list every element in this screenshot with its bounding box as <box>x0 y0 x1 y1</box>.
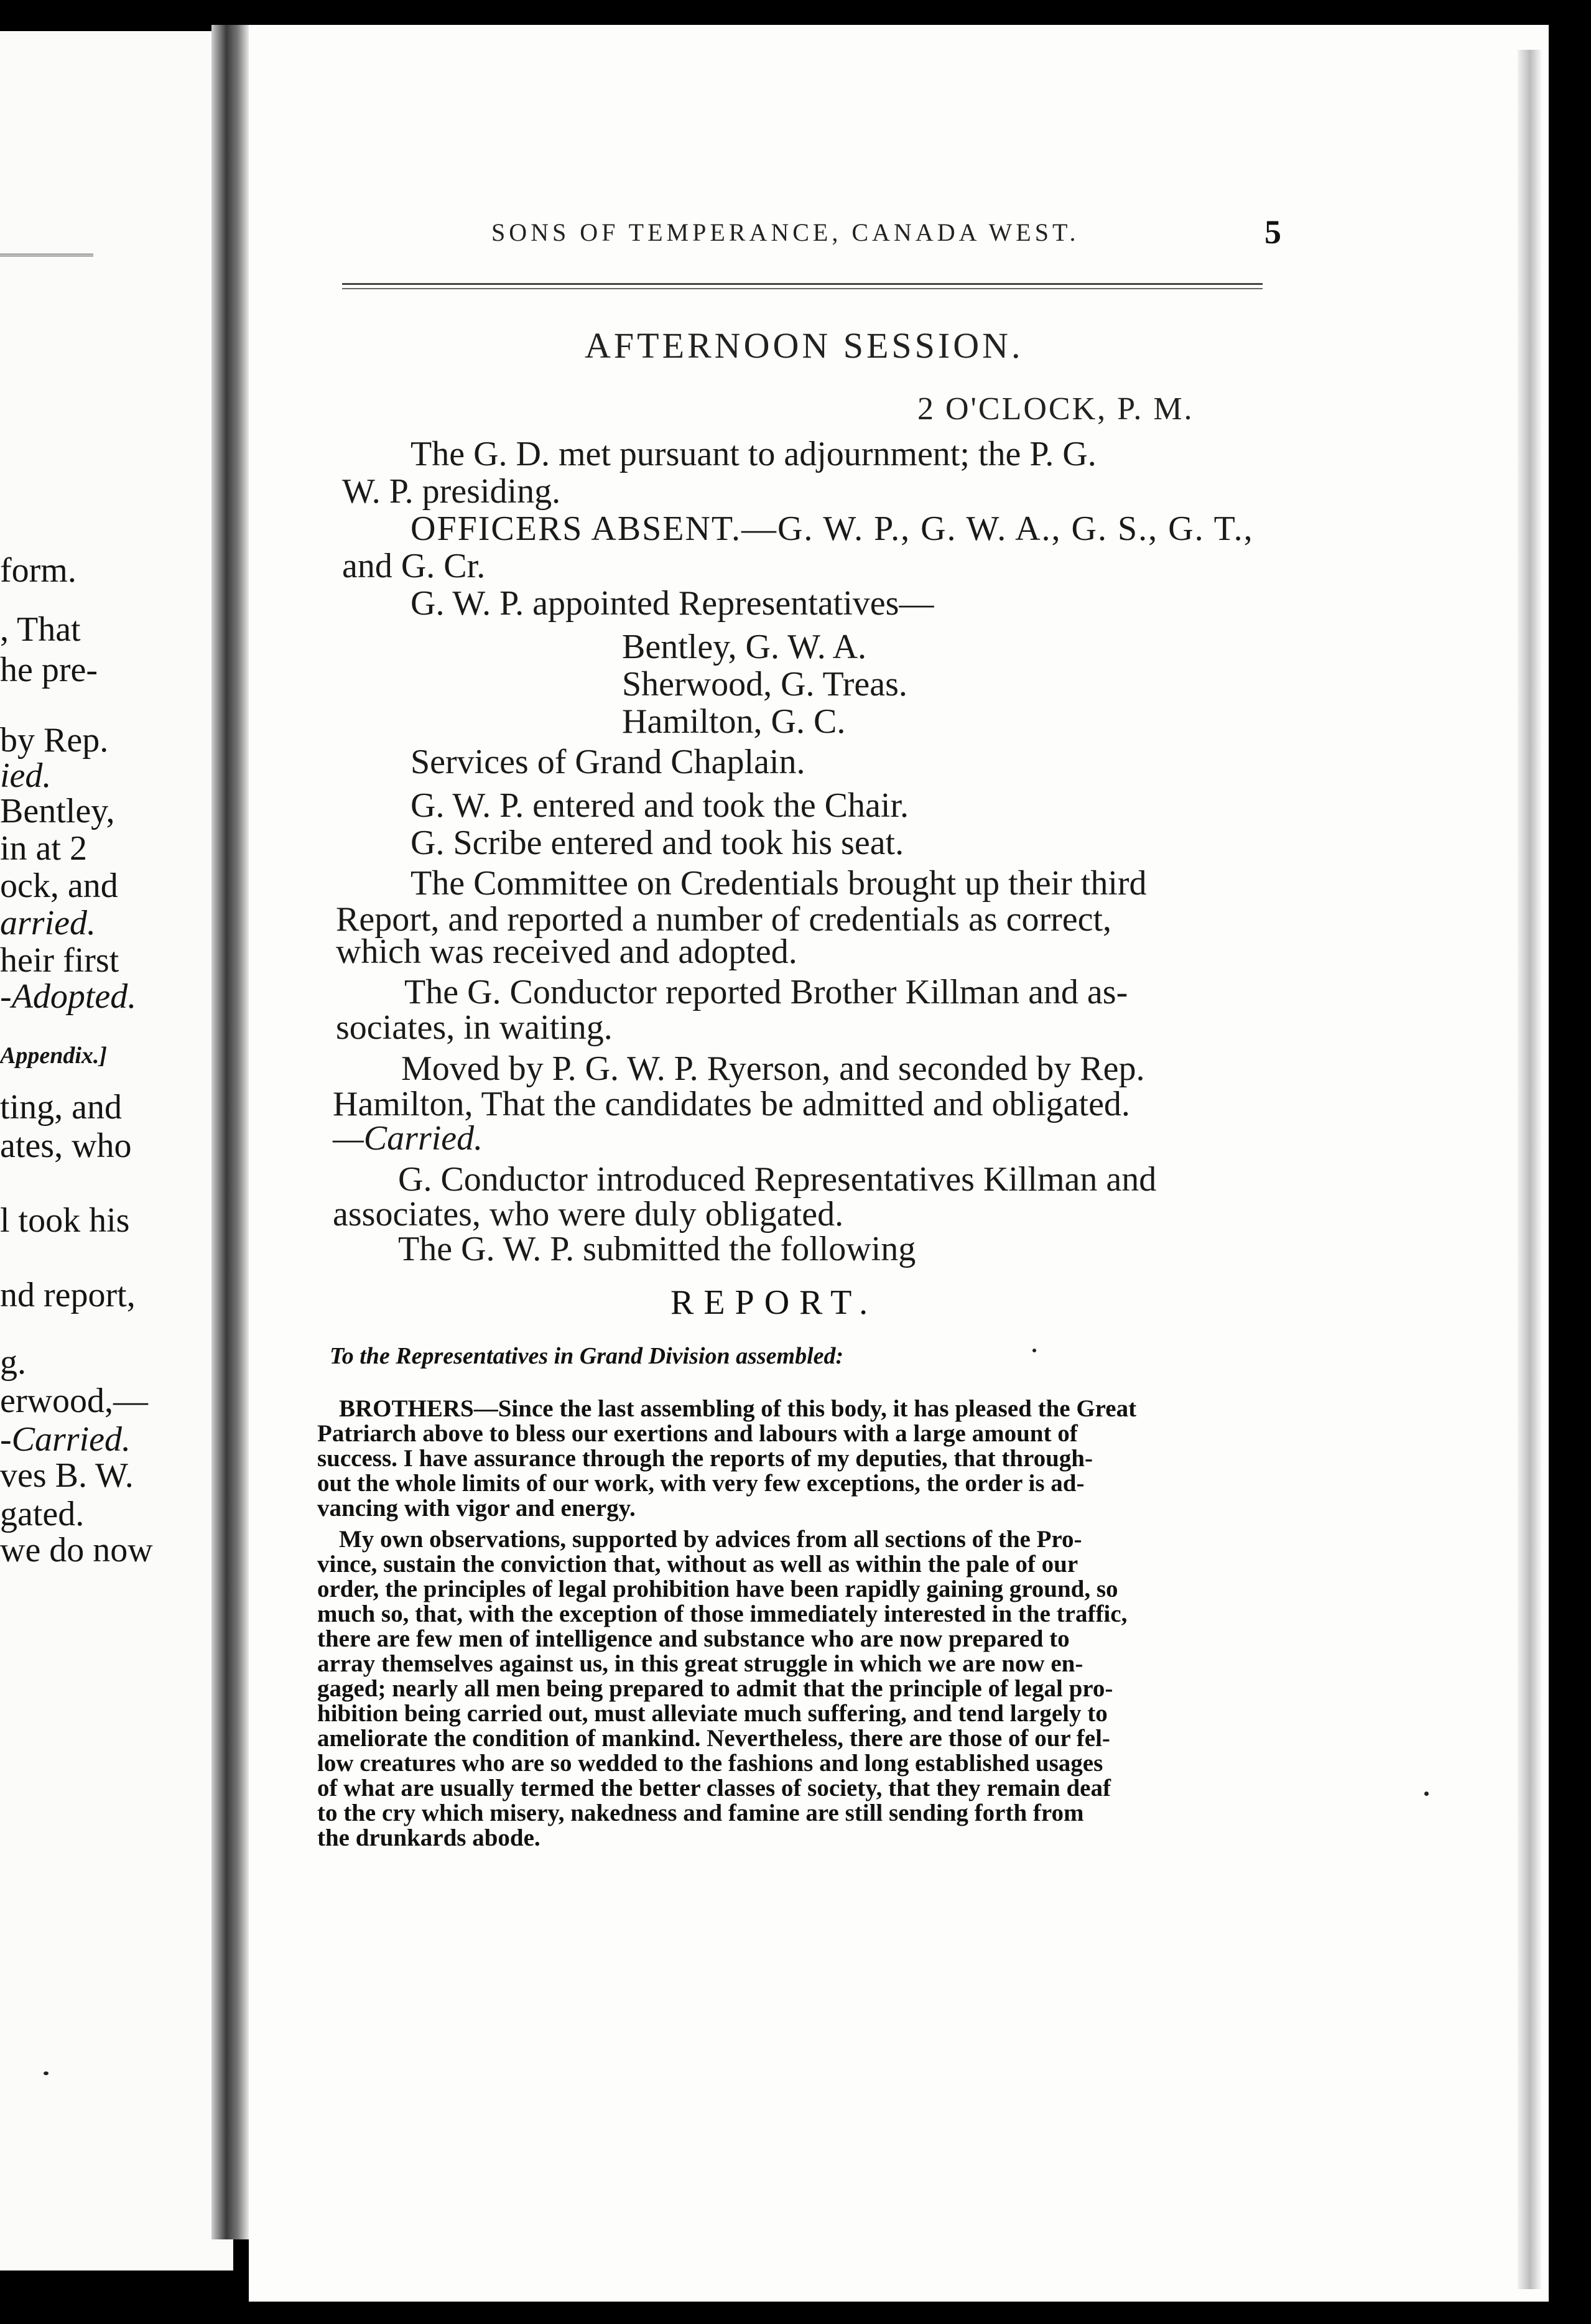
left-line: Appendix.] <box>0 1043 108 1069</box>
body-line: W. P. presiding. <box>342 472 561 511</box>
body-line: associates, who were duly obligated. <box>333 1195 844 1234</box>
left-line: Bentley, <box>0 792 115 830</box>
left-line: he pre- <box>0 651 98 689</box>
ink-speck <box>1424 1792 1429 1796</box>
left-line: arried. <box>0 904 96 942</box>
ink-speck <box>44 2071 49 2075</box>
left-line: l took his <box>0 1201 130 1240</box>
report-line: ameliorate the condition of mankind. Nevertheless, there are those of our fel- <box>317 1725 1110 1752</box>
left-page-fragment <box>0 31 233 2271</box>
left-line: ves B. W. <box>0 1456 134 1495</box>
report-line: gaged; nearly all men being prepared to admit that the principle of legal pro- <box>317 1675 1113 1702</box>
session-title: AFTERNOON SESSION. <box>585 325 1024 366</box>
body-line: The G. D. met pursuant to adjournment; the P. G. <box>411 435 1097 473</box>
body-line: G. W. P. appointed Representatives— <box>411 584 934 623</box>
body-line: —Carried. <box>333 1119 483 1158</box>
body-line: Moved by P. G. W. P. Ryerson, and seconded by Rep. <box>401 1049 1145 1088</box>
body-line: and G. Cr. <box>342 547 486 585</box>
report-line: hibition being carried out, must alleviate much suffering, and tend largely to <box>317 1700 1108 1727</box>
page-number: 5 <box>1264 213 1281 251</box>
body-line: G. Scribe entered and took his seat. <box>411 824 904 862</box>
left-line: form. <box>0 551 77 590</box>
report-line: success. I have assurance through the reports of my deputies, that through- <box>317 1445 1093 1472</box>
left-line: by Rep. <box>0 721 109 760</box>
body-line: G. Conductor introduced Representatives Killman and <box>398 1160 1157 1199</box>
left-line: ied. <box>0 756 52 795</box>
book-gutter <box>211 25 249 2239</box>
ink-speck <box>1032 1349 1036 1352</box>
body-line: OFFICERS ABSENT.—G. W. P., G. W. A., G. S., G. T., <box>411 509 1254 548</box>
report-line: the drunkards abode. <box>317 1824 540 1851</box>
report-line: My own observations, supported by advices from all sections of the Pro- <box>339 1526 1082 1553</box>
report-line: to the cry which misery, nakedness and famine are still sending forth from <box>317 1800 1084 1826</box>
report-line: vancing with vigor and energy. <box>317 1495 636 1522</box>
report-title: REPORT. <box>670 1283 878 1322</box>
body-line: The G. W. P. submitted the following <box>398 1230 916 1268</box>
body-line: Sherwood, G. Treas. <box>622 665 907 704</box>
body-line: Hamilton, That the candidates be admitted and obligated. <box>333 1085 1130 1123</box>
page-edge-shadow <box>1518 50 1542 2289</box>
left-line: -Carried. <box>0 1420 131 1459</box>
report-line: Patriarch above to bless our exertions and labours with a large amount of <box>317 1420 1078 1447</box>
body-line: Bentley, G. W. A. <box>622 628 867 666</box>
report-line: of what are usually termed the better classes of society, that they remain deaf <box>317 1775 1111 1801</box>
body-line: sociates, in waiting. <box>336 1008 613 1047</box>
running-title: SONS OF TEMPERANCE, CANADA WEST. <box>491 218 1080 246</box>
report-line: BROTHERS—Since the last assembling of this body, it has pleased the Great <box>339 1395 1137 1422</box>
left-line: erwood,— <box>0 1382 148 1420</box>
report-line: order, the principles of legal prohibition have been rapidly gaining ground, so <box>317 1576 1118 1602</box>
body-line: The G. Conductor reported Brother Killman and as- <box>404 973 1128 1011</box>
left-line: ock, and <box>0 867 118 905</box>
report-address: To the Representatives in Grand Division assembled: <box>330 1343 844 1369</box>
report-line: vince, sustain the conviction that, without as well as within the pale of our <box>317 1551 1078 1578</box>
left-line: heir first <box>0 941 119 980</box>
report-line: much so, that, with the exception of those immediately interested in the traffic, <box>317 1601 1128 1627</box>
left-line: , That <box>0 610 81 649</box>
body-line: Report, and reported a number of credentials as correct, <box>336 900 1112 939</box>
left-line: gated. <box>0 1495 85 1533</box>
report-line: there are few men of intelligence and substance who are now prepared to <box>317 1625 1070 1652</box>
left-line: ting, and <box>0 1088 122 1127</box>
header-rule <box>342 283 1263 289</box>
report-line: array themselves against us, in this great struggle in which we are now en- <box>317 1650 1083 1677</box>
session-time: 2 O'CLOCK, P. M. <box>917 391 1194 427</box>
body-line: Services of Grand Chaplain. <box>411 743 805 781</box>
left-line: in at 2 <box>0 829 87 868</box>
left-line: ates, who <box>0 1127 132 1165</box>
left-line: g. <box>0 1343 26 1382</box>
left-line: nd report, <box>0 1276 136 1314</box>
report-line: low creatures who are so wedded to the fashions and long established usages <box>317 1750 1103 1777</box>
report-line: out the whole limits of our work, with very few exceptions, the order is ad- <box>317 1470 1085 1497</box>
body-line: Hamilton, G. C. <box>622 702 846 741</box>
running-header <box>491 213 1281 261</box>
body-line: G. W. P. entered and took the Chair. <box>411 786 909 825</box>
left-line: -Adopted. <box>0 977 137 1016</box>
body-line: The Committee on Credentials brought up their third <box>411 864 1147 903</box>
left-header-rule <box>0 254 93 256</box>
body-line: which was received and adopted. <box>336 932 797 971</box>
left-line: we do now <box>0 1531 153 1569</box>
